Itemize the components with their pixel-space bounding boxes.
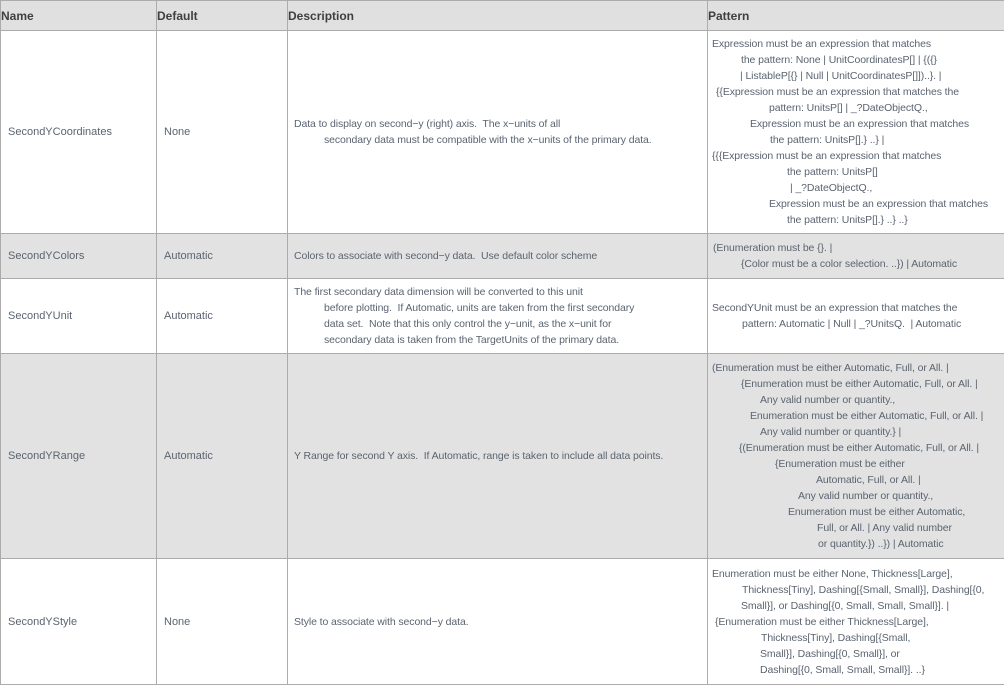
text-line: {{Expression must be an expression that matches the — [716, 86, 959, 98]
text-line: {Enumeration must be either — [775, 458, 905, 470]
option-default: None — [164, 126, 191, 138]
option-name: SecondYColors — [8, 250, 85, 262]
pattern-lines — [712, 360, 1004, 552]
description-lines — [294, 248, 707, 264]
text-line: {Color must be a color selection. ..}) | Automatic — [741, 258, 957, 270]
text-line: Dashing[{0, Small, Small, Small}]. ..} — [760, 663, 925, 676]
table-body — [1, 31, 1004, 685]
text-line: Any valid number or quantity.} | — [760, 426, 902, 438]
text-line: SecondYUnit must be an expression that matches the — [712, 302, 958, 314]
cell-name — [1, 354, 157, 559]
header-row — [1, 1, 1004, 31]
text-line: The first secondary data dimension will be converted to this unit — [294, 286, 583, 298]
pattern-lines — [712, 566, 1004, 678]
cell-description — [288, 234, 708, 279]
text-line: {(Enumeration must be either Automatic, Full, or All. | — [739, 442, 980, 454]
cell-pattern — [708, 559, 1004, 685]
column-header-description: Description — [288, 1, 708, 31]
cell-description — [288, 559, 708, 685]
text-line: Colors to associate with second−y data. Use default color scheme — [294, 250, 598, 262]
text-line: Any valid number or quantity., — [760, 394, 896, 406]
cell-name — [1, 279, 157, 354]
cell-default — [157, 31, 288, 234]
option-default: Automatic — [164, 450, 213, 462]
column-header-default: Default — [157, 1, 288, 31]
description-lines — [294, 448, 707, 464]
text-line: Enumeration must be either None, Thickness[Large], — [712, 567, 953, 580]
text-line: pattern: UnitsP[] | _?DateObjectQ., — [769, 102, 928, 114]
description-lines — [294, 116, 707, 148]
text-line: the pattern: UnitsP[].} ..} | — [770, 134, 885, 146]
text-line: before plotting. If Automatic, units are taken from the first secondary — [324, 302, 635, 314]
cell-default — [157, 354, 288, 559]
text-line: Expression must be an expression that matches — [769, 198, 989, 210]
text-line: Small}], Dashing[{0, Small}], or — [760, 647, 900, 660]
text-line: the pattern: UnitsP[].} ..} ..} — [787, 214, 908, 226]
column-header-pattern: Pattern — [708, 1, 1004, 31]
text-line: pattern: Automatic | Null | _?UnitsQ. | Automatic — [742, 318, 962, 330]
text-line: Thickness[Tiny], Dashing[{Small, Small}], Dashing[{0, — [742, 583, 985, 596]
text-line: Style to associate with second−y data. — [294, 615, 469, 628]
pattern-lines — [712, 240, 1004, 272]
option-default: Automatic — [164, 310, 213, 322]
text-line: Y Range for second Y axis. If Automatic, range is taken to include all data points. — [294, 450, 664, 462]
text-line: Enumeration must be either Automatic, — [788, 506, 966, 518]
text-line: Thickness[Tiny], Dashing[{Small, — [761, 631, 911, 644]
text-line: {Enumeration must be either Thickness[Large], — [715, 615, 929, 628]
text-line: Full, or All. | Any valid number — [817, 522, 952, 534]
cell-default — [157, 559, 288, 685]
table-row — [1, 31, 1004, 234]
cell-name — [1, 559, 157, 685]
text-line: | _?DateObjectQ., — [790, 182, 873, 194]
description-lines — [294, 284, 707, 348]
pattern-lines — [712, 300, 1004, 332]
option-name: SecondYUnit — [8, 310, 73, 322]
option-name: SecondYRange — [8, 450, 86, 462]
text-line: Enumeration must be either Automatic, Full, or All. | — [750, 410, 984, 422]
table-row — [1, 559, 1004, 685]
cell-pattern — [708, 279, 1004, 354]
option-name: SecondYStyle — [8, 615, 78, 628]
text-line: the pattern: None | UnitCoordinatesP[] | {({} — [741, 54, 937, 66]
cell-pattern — [708, 234, 1004, 279]
text-line: | ListableP[{} | Null | UnitCoordinatesP[]])..}. | — [740, 70, 942, 82]
pattern-lines — [712, 36, 1004, 228]
option-default: None — [164, 615, 191, 628]
text-line: the pattern: UnitsP[] — [787, 166, 878, 178]
text-line: or quantity.}) ..}) | Automatic — [818, 538, 944, 550]
text-line: Expression must be an expression that matches — [712, 38, 932, 50]
text-line: Expression must be an expression that matches — [750, 118, 970, 130]
option-default: Automatic — [164, 250, 213, 262]
table-row — [1, 279, 1004, 354]
text-line: {{{Expression must be an expression that matches — [712, 150, 942, 162]
table-row — [1, 354, 1004, 559]
text-line: Data to display on second−y (right) axis. The x−units of all — [294, 118, 561, 130]
cell-description — [288, 279, 708, 354]
cell-pattern — [708, 31, 1004, 234]
cell-pattern — [708, 354, 1004, 559]
table-row — [1, 234, 1004, 279]
column-header-name: Name — [1, 1, 157, 31]
cell-default — [157, 234, 288, 279]
text-line: {Enumeration must be either Automatic, Full, or All. | — [741, 378, 978, 390]
cell-name — [1, 234, 157, 279]
cell-name — [1, 31, 157, 234]
text-line: Any valid number or quantity., — [798, 490, 934, 502]
cell-description — [288, 354, 708, 559]
text-line: secondary data is taken from the TargetUnits of the primary data. — [324, 334, 620, 346]
text-line: secondary data must be compatible with the x−units of the primary data. — [324, 134, 652, 146]
cell-default — [157, 279, 288, 354]
text-line: (Enumeration must be either Automatic, Full, or All. | — [712, 362, 949, 374]
cell-description — [288, 31, 708, 234]
text-line: Small}], or Dashing[{0, Small, Small, Small}]. | — [741, 599, 950, 612]
table-header — [1, 1, 1004, 31]
description-lines — [294, 614, 707, 630]
text-line: data set. Note that this only control the y−unit, as the x−unit for — [324, 318, 612, 330]
option-name: SecondYCoordinates — [8, 126, 112, 138]
text-line: (Enumeration must be {}. | — [713, 242, 833, 254]
text-line: Automatic, Full, or All. | — [816, 474, 921, 486]
